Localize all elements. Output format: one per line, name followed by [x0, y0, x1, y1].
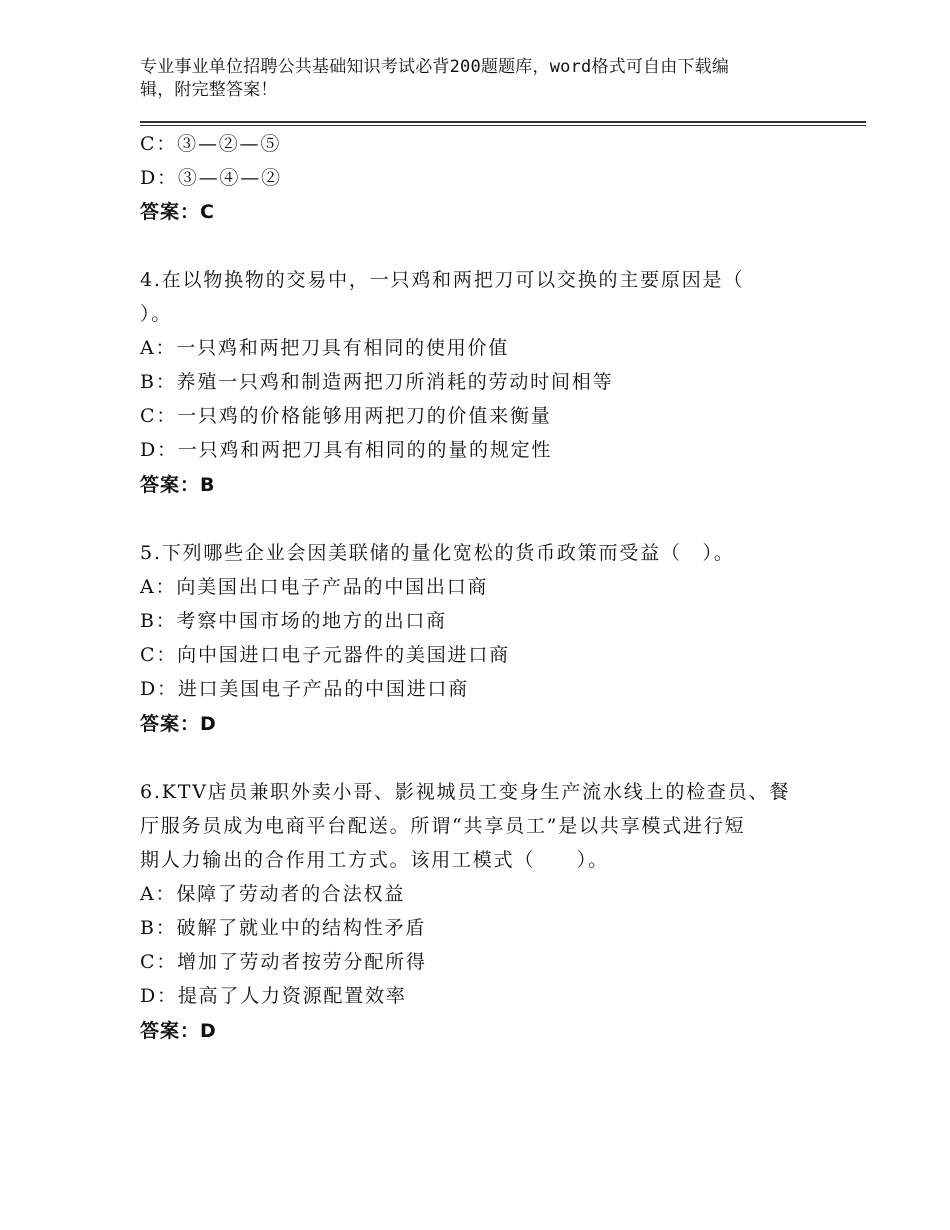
question-6-stem-2: 厅服务员成为电商平台配送。所谓“共享员工”是以共享模式进行短	[140, 815, 746, 837]
question-6-option-a: A：保障了劳动者的合法权益	[140, 883, 406, 905]
header-rule-thin	[140, 125, 866, 126]
question-6-option-b: B：破解了就业中的结构性矛盾	[140, 917, 427, 939]
question-5-stem-1: 5.下列哪些企业会因美联储的量化宽松的货币政策而受益（ ）。	[140, 542, 735, 564]
question-4-stem-1: 4.在以物换物的交易中，一只鸡和两把刀可以交换的主要原因是（	[140, 269, 745, 291]
question-6-option-c: C：增加了劳动者按劳分配所得	[140, 951, 427, 973]
question-4-answer: 答案：B	[140, 474, 216, 496]
question-4-option-a: A：一只鸡和两把刀具有相同的使用价值	[140, 337, 510, 359]
question-6-stem-3: 期人力输出的合作用工方式。该用工模式（ ）。	[140, 849, 609, 871]
question-4-option-b: B：养殖一只鸡和制造两把刀所消耗的劳动时间相等	[140, 371, 614, 393]
question-5-answer: 答案：D	[140, 713, 217, 735]
question-6-option-d: D：提高了人力资源配置效率	[140, 985, 407, 1007]
question-4-option-c: C：一只鸡的价格能够用两把刀的价值来衡量	[140, 405, 552, 427]
question-4-option-d: D：一只鸡和两把刀具有相同的的量的规定性	[140, 439, 553, 461]
option-d: D：③—④—②	[140, 167, 282, 189]
question-6-answer: 答案：D	[140, 1020, 217, 1042]
question-6-stem-1: 6.KTV店员兼职外卖小哥、影视城员工变身生产流水线上的检查员、餐	[140, 781, 791, 803]
option-c: C：③—②—⑤	[140, 133, 282, 155]
question-5-option-d: D：进口美国电子产品的中国进口商	[140, 678, 470, 700]
header-rule-thick	[140, 121, 866, 123]
header-line-1: 专业事业单位招聘公共基础知识考试必背200题题库，word格式可自由下载编	[140, 57, 730, 77]
question-5-option-b: B：考察中国市场的地方的出口商	[140, 610, 447, 632]
question-4-stem-2: ）。	[140, 303, 173, 325]
answer-line: 答案：C	[140, 201, 215, 223]
question-5-option-a: A：向美国出口电子产品的中国出口商	[140, 576, 489, 598]
page-header	[140, 56, 790, 102]
header-line-2: 辑，附完整答案！	[140, 80, 278, 100]
question-5-option-c: C：向中国进口电子元器件的美国进口商	[140, 644, 510, 666]
